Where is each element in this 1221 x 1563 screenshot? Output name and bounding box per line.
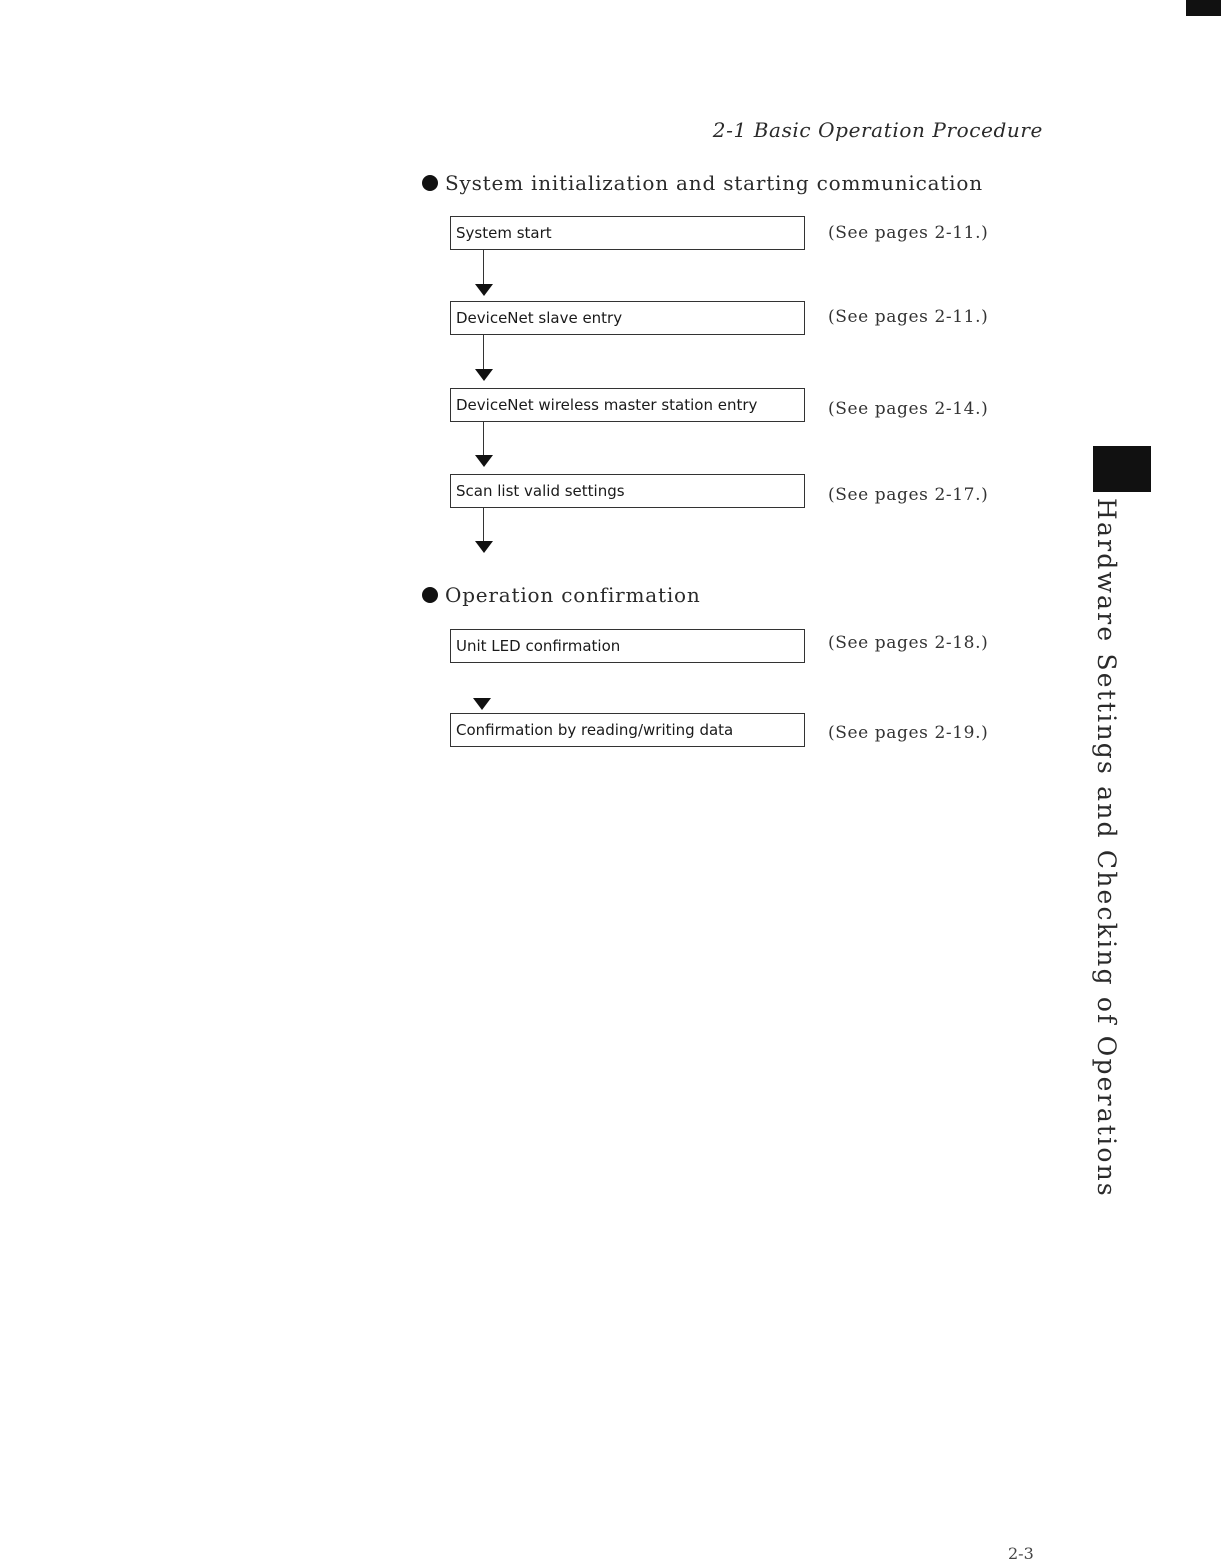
- down-arrow-icon: [475, 369, 493, 381]
- page-reference: (See pages 2-11.): [828, 307, 989, 327]
- chapter-side-title: Hardware Settings and Checking of Operations: [1092, 498, 1121, 1198]
- flow-connector-line: [483, 508, 484, 541]
- page-reference: (See pages 2-14.): [828, 399, 989, 419]
- down-arrow-icon: [475, 284, 493, 296]
- page-number: 2-3: [1008, 1544, 1034, 1563]
- bullet-icon: [422, 587, 438, 603]
- section-heading-text: System initialization and starting communication: [445, 171, 983, 195]
- section-heading-initialization: [422, 171, 983, 195]
- flow-step-slave-entry: DeviceNet slave entry: [450, 301, 805, 335]
- page-reference: (See pages 2-19.): [828, 723, 989, 743]
- flow-step-master-station-entry: DeviceNet wireless master station entry: [450, 388, 805, 422]
- down-arrow-icon: [473, 698, 491, 710]
- corner-registration-mark: [1186, 0, 1221, 16]
- down-arrow-icon: [475, 455, 493, 467]
- section-heading-text: Operation confirmation: [445, 583, 701, 607]
- page-reference: (See pages 2-17.): [828, 485, 989, 505]
- flow-connector-line: [483, 335, 484, 369]
- flow-connector-line: [483, 250, 484, 284]
- chapter-tab-marker: [1093, 446, 1151, 492]
- flow-step-system-start: System start: [450, 216, 805, 250]
- flow-step-read-write-data: Confirmation by reading/writing data: [450, 713, 805, 747]
- page-header: 2-1 Basic Operation Procedure: [712, 118, 1043, 142]
- down-arrow-icon: [475, 541, 493, 553]
- bullet-icon: [422, 175, 438, 191]
- flow-step-unit-led: Unit LED confirmation: [450, 629, 805, 663]
- page-reference: (See pages 2-18.): [828, 633, 989, 653]
- page-reference: (See pages 2-11.): [828, 223, 989, 243]
- flow-connector-line: [483, 422, 484, 455]
- flow-step-scan-list: Scan list valid settings: [450, 474, 805, 508]
- section-heading-operation-confirmation: [422, 583, 701, 607]
